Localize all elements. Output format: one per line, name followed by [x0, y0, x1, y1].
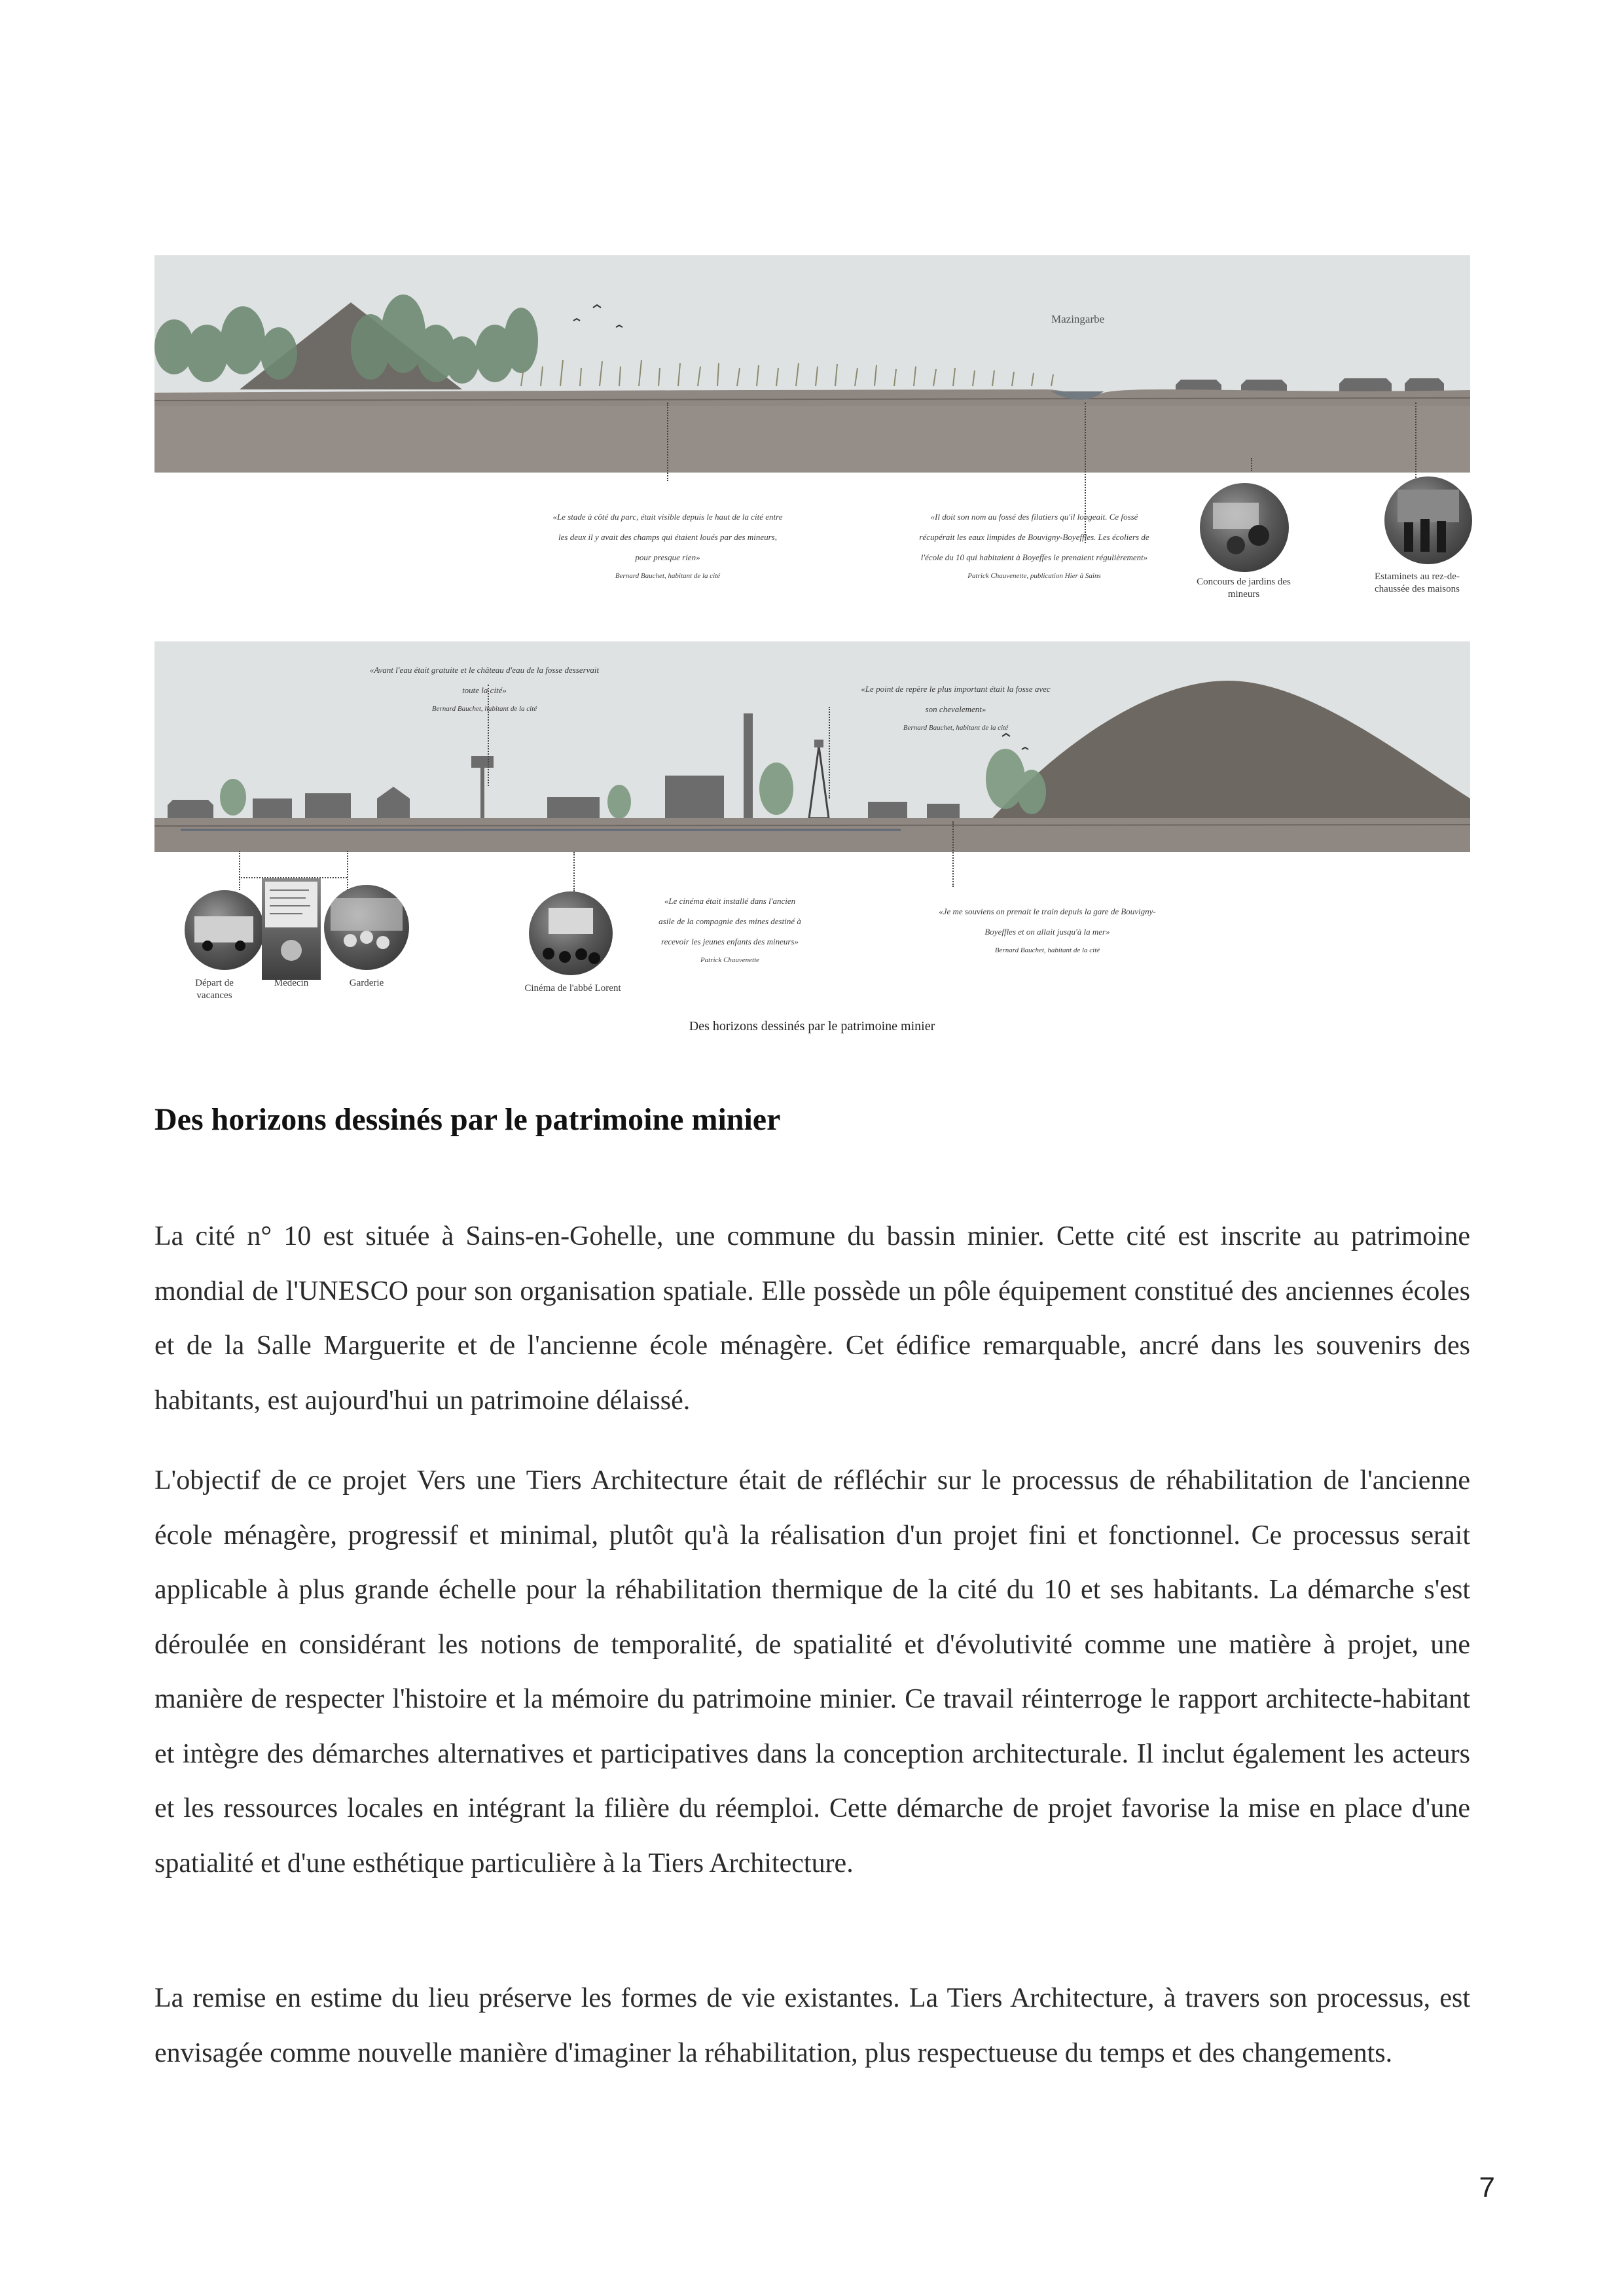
photo-estaminets: [1384, 476, 1472, 564]
connector-line: [347, 851, 348, 890]
photo-jardins-drawing: [1200, 483, 1289, 572]
photo-depart-drawing: [185, 890, 264, 970]
place-label-mazingarbe: Mazingarbe: [1051, 313, 1105, 325]
quote-attribution: Bernard Bauchet, habitant de la cité: [431, 705, 537, 713]
connector-line: [239, 851, 240, 890]
body-paragraph: [154, 1454, 1470, 1891]
photo-depart-vacances: [185, 890, 264, 970]
quote-text: «Avant l'eau était gratuite et le château d'eau de la fosse desservait toute la cité»: [369, 665, 600, 695]
quote-text: «Je me souviens on prenait le train depuis la gare de Bouvigny- Boyeffles et on allait jusqu'à la mer»: [939, 906, 1156, 937]
caption-estaminets: Estaminets au rez-de- chaussée des maisons: [1375, 571, 1460, 594]
quote-text: «Le cinéma était installé dans l'ancien asile de la compagnie des mines destiné à recevoir les jeunes enfants des mineurs»: [659, 896, 801, 946]
page-number: 7: [1479, 2172, 1495, 2204]
quote-attribution: Patrick Chauvenette, publication Hier à Sains: [967, 572, 1101, 580]
photo-jardins: [1200, 483, 1289, 572]
body-paragraph: [154, 1971, 1470, 2081]
photo-cinema-drawing: [529, 891, 613, 975]
top-landscape-section: [154, 255, 1470, 473]
figure-caption: Des horizons dessinés par le patrimoine minier: [689, 1019, 935, 1033]
quote-cinema: [592, 870, 867, 988]
connector-line: [1415, 403, 1416, 478]
body-paragraph: [154, 1210, 1470, 1428]
paragraph-3: La remise en estime du lieu préserve les formes de vie existantes. La Tiers Architecture, à travers son processus, est envisagée comme nouvelle manière d'imaginer la réhabilitation, plus respectueuse du temps et des changements.: [154, 1983, 1470, 2068]
connector-line: [667, 403, 668, 481]
quote-attribution: Bernard Bauchet, habitant de la cité: [903, 724, 1009, 732]
photo-estaminets-drawing: [1384, 476, 1472, 564]
caption-jardins: Concours de jardins des mineurs: [1197, 577, 1291, 600]
photo-medecin-drawing: [262, 878, 321, 980]
top-landscape-drawing: [154, 255, 1470, 473]
quote-text: «Le point de repère le plus important était la fosse avec son chevalement»: [861, 684, 1051, 714]
quote-attribution: Bernard Bauchet, habitant de la cité: [615, 572, 721, 580]
quote-chateau-eau: [275, 639, 694, 736]
photo-garderie: [324, 885, 409, 970]
connector-line: [573, 852, 575, 891]
photo-cinema: [529, 891, 613, 975]
quote-text: «Il doit son nom au fossé des filatiers qu'il longeait. Ce fossé récupérait les eaux limpides de Bouvigny-Boyeffles. Les écoliers de l'école du 10 qui habitaient à Boyeffes le prenaient régulièrement»: [919, 512, 1149, 562]
quote-chevalement: [785, 658, 1126, 755]
photo-medecin: [262, 878, 321, 980]
quote-attribution: Patrick Chauvenette: [700, 956, 760, 964]
quote-stade: [419, 486, 916, 603]
caption-depart-vacances: Départ de vacances: [195, 978, 234, 1001]
caption-medecin: Médecin: [274, 978, 309, 988]
caption-garderie: Garderie: [349, 978, 384, 988]
connector-line: [1251, 458, 1252, 471]
quote-text: «Le stade à côté du parc, était visible depuis le haut de la cité entre les deux il y avait des champs qui étaient loués par des mineurs, pour presque rien»: [552, 512, 783, 562]
paragraph-2: L'objectif de ce projet Vers une Tiers Architecture était de réfléchir sur le processus de réhabilitation de l'ancienne école ménagère, progressif et minimal, plutôt qu'à la réalisation d'un projet fini et fonctionnel. Ce processus serait applicable à plus grande échelle pour la réhabilitation thermique de la cité du 10 et ses habitants. La démarche s'est déroulée en considérant les notions de temporalité, de spatialité et d'évolutivité comme une matière à projet, une manière de respecter l'histoire et la mémoire du patrimoine minier. Ce travail réinterroge le rapport architecte-habitant et intègre des démarches alternatives et participatives dans la conception architecturale. Il inclut également les acteurs et les ressources locales en intégrant la filière du réemploi. Cette démarche de projet favorise la mise en place d'une spatialité et d'une esthétique particulière à la Tiers Architecture.: [154, 1465, 1470, 1878]
quote-fosse: [851, 486, 1218, 603]
photo-garderie-drawing: [324, 885, 409, 970]
caption-cinema: Cinéma de l'abbé Lorent: [524, 983, 621, 994]
paragraph-1: La cité n° 10 est située à Sains-en-Gohelle, une commune du bassin minier. Cette cité est inscrite au patrimoine mondial de l'UNESCO pour son organisation spatiale. Elle possède un pôle équipement constitué des anciennes écoles et de la Salle Marguerite et de l'ancienne école ménagère. Cet édifice remarquable, ancré dans les souvenirs des habitants, est aujourd'hui un patrimoine délaissé.: [154, 1221, 1470, 1416]
section-title: Des horizons dessinés par le patrimoine minier: [154, 1102, 781, 1137]
quote-train: [851, 881, 1244, 978]
quote-attribution: Bernard Bauchet, habitant de la cité: [994, 946, 1100, 954]
connector-line: [952, 821, 954, 887]
